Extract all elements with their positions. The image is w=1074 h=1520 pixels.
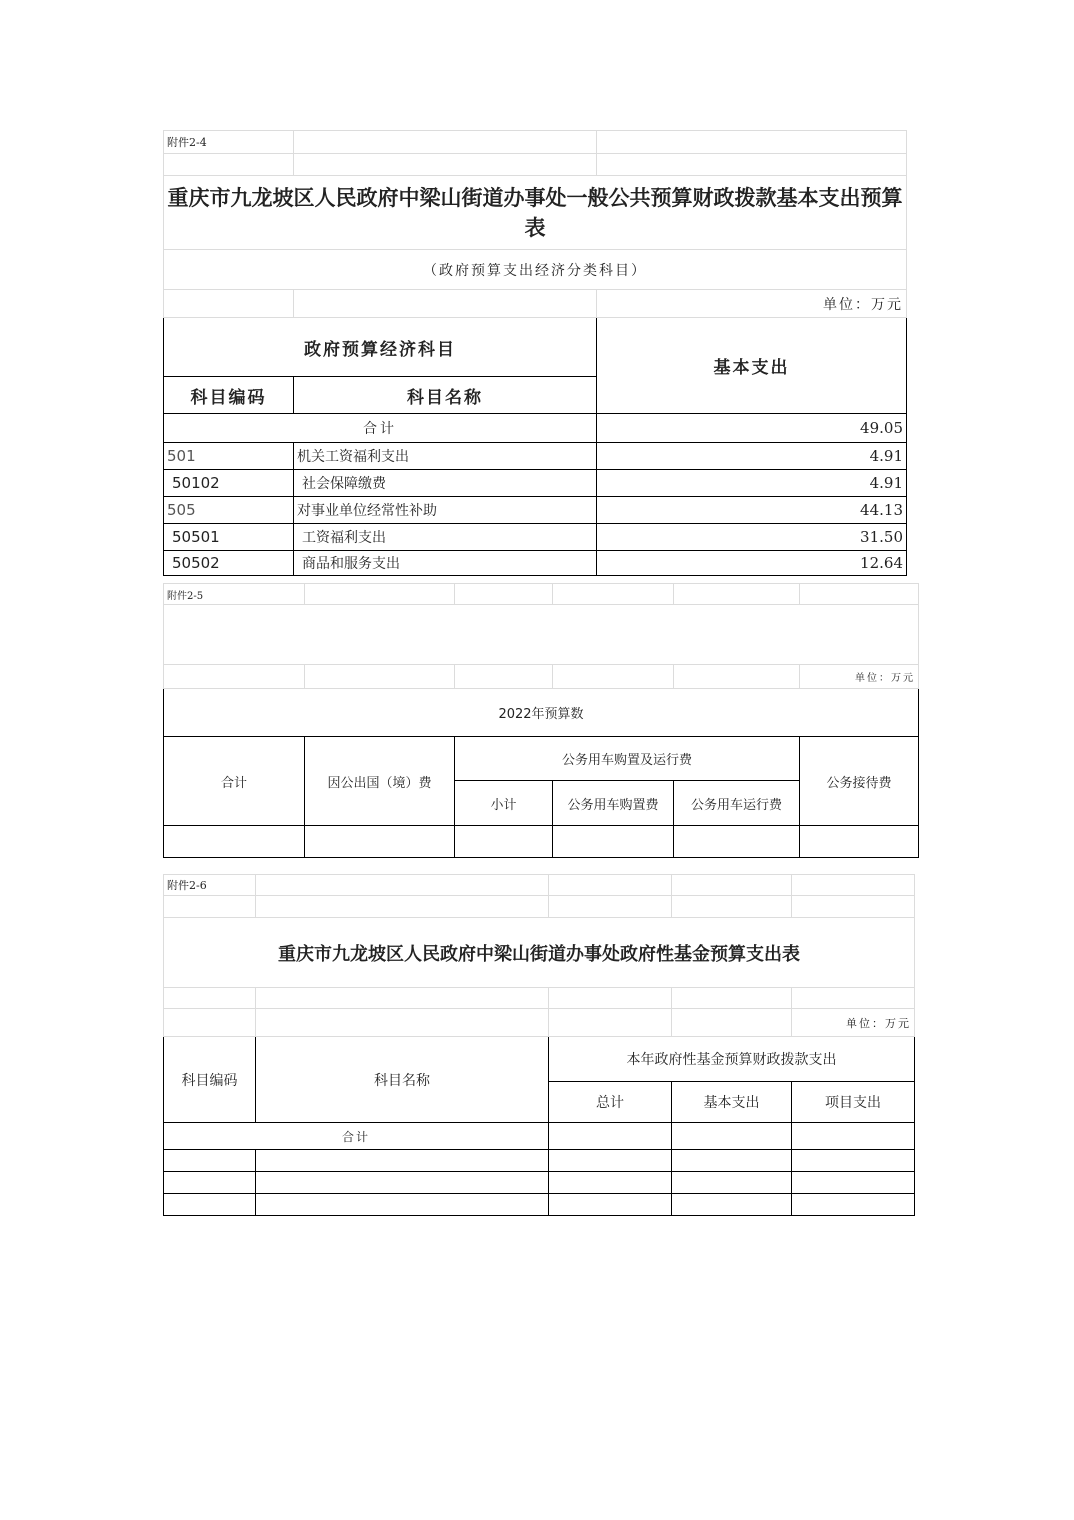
header-vehicle-purchase: 公务用车购置费 — [553, 781, 674, 826]
title-area — [164, 605, 919, 665]
table-row — [164, 1150, 915, 1172]
basic-expenditure-budget-table — [163, 130, 907, 576]
subject-name: 对事业单位经常性补助 — [294, 497, 597, 524]
header-subtotal: 小计 — [455, 781, 553, 826]
unit-label: 单位：万元 — [800, 665, 919, 689]
table-title: 重庆市九龙坡区人民政府中梁山街道办事处一般公共预算财政拨款基本支出预算表 — [164, 176, 907, 250]
header-economic-subject: 政府预算经济科目 — [164, 318, 597, 377]
header-grand-total: 总计 — [549, 1082, 672, 1123]
subject-name: 社会保障缴费 — [294, 470, 597, 497]
subject-name: 商品和服务支出 — [294, 551, 597, 576]
expenditure-value: 12.64 — [597, 551, 907, 576]
header-vehicle-operation: 公务用车运行费 — [674, 781, 800, 826]
attachment-label: 附件2-4 — [164, 131, 294, 154]
header-subject-code: 科目编码 — [164, 1037, 256, 1123]
total-label: 合计 — [164, 1123, 549, 1150]
table-title: 重庆市九龙坡区人民政府中梁山街道办事处政府性基金预算支出表 — [164, 918, 915, 988]
table-row — [164, 470, 907, 497]
table-row — [164, 443, 907, 470]
table-row — [164, 524, 907, 551]
header-total: 合计 — [164, 737, 305, 826]
header-subject-name: 科目名称 — [256, 1037, 549, 1123]
subject-name: 工资福利支出 — [294, 524, 597, 551]
subject-code: 50501 — [164, 524, 294, 551]
total-value: 49.05 — [597, 414, 907, 443]
unit-label: 单位：万元 — [792, 1009, 915, 1037]
header-overseas-travel: 因公出国（境）费 — [305, 737, 455, 826]
subject-code: 505 — [164, 497, 294, 524]
header-project-expenditure: 项目支出 — [792, 1082, 915, 1123]
subject-code: 501 — [164, 443, 294, 470]
expenditure-value: 4.91 — [597, 470, 907, 497]
header-2022-budget: 2022年预算数 — [164, 689, 919, 737]
header-fund-expenditure: 本年政府性基金预算财政拨款支出 — [549, 1037, 915, 1082]
header-subject-name: 科目名称 — [294, 377, 597, 414]
attachment-label: 附件2-5 — [164, 584, 305, 605]
header-vehicle-expenses: 公务用车购置及运行费 — [455, 737, 800, 781]
subject-name: 机关工资福利支出 — [294, 443, 597, 470]
table-row — [164, 497, 907, 524]
three-public-expenses-table — [163, 583, 919, 858]
header-basic-expenditure: 基本支出 — [597, 318, 907, 414]
subject-code: 50102 — [164, 470, 294, 497]
attachment-label: 附件2-6 — [164, 875, 256, 896]
expenditure-value: 44.13 — [597, 497, 907, 524]
table-row — [164, 1194, 915, 1216]
expenditure-value: 4.91 — [597, 443, 907, 470]
government-fund-budget-table — [163, 874, 915, 1216]
table-row — [164, 826, 919, 858]
expenditure-value: 31.50 — [597, 524, 907, 551]
unit-label: 单位：万元 — [597, 290, 907, 318]
header-subject-code: 科目编码 — [164, 377, 294, 414]
table-row — [164, 1172, 915, 1194]
table-subtitle: （政府预算支出经济分类科目） — [164, 250, 907, 290]
subject-code: 50502 — [164, 551, 294, 576]
table-row — [164, 551, 907, 576]
header-basic-expenditure: 基本支出 — [672, 1082, 792, 1123]
total-label: 合计 — [164, 414, 597, 443]
header-reception: 公务接待费 — [800, 737, 919, 826]
